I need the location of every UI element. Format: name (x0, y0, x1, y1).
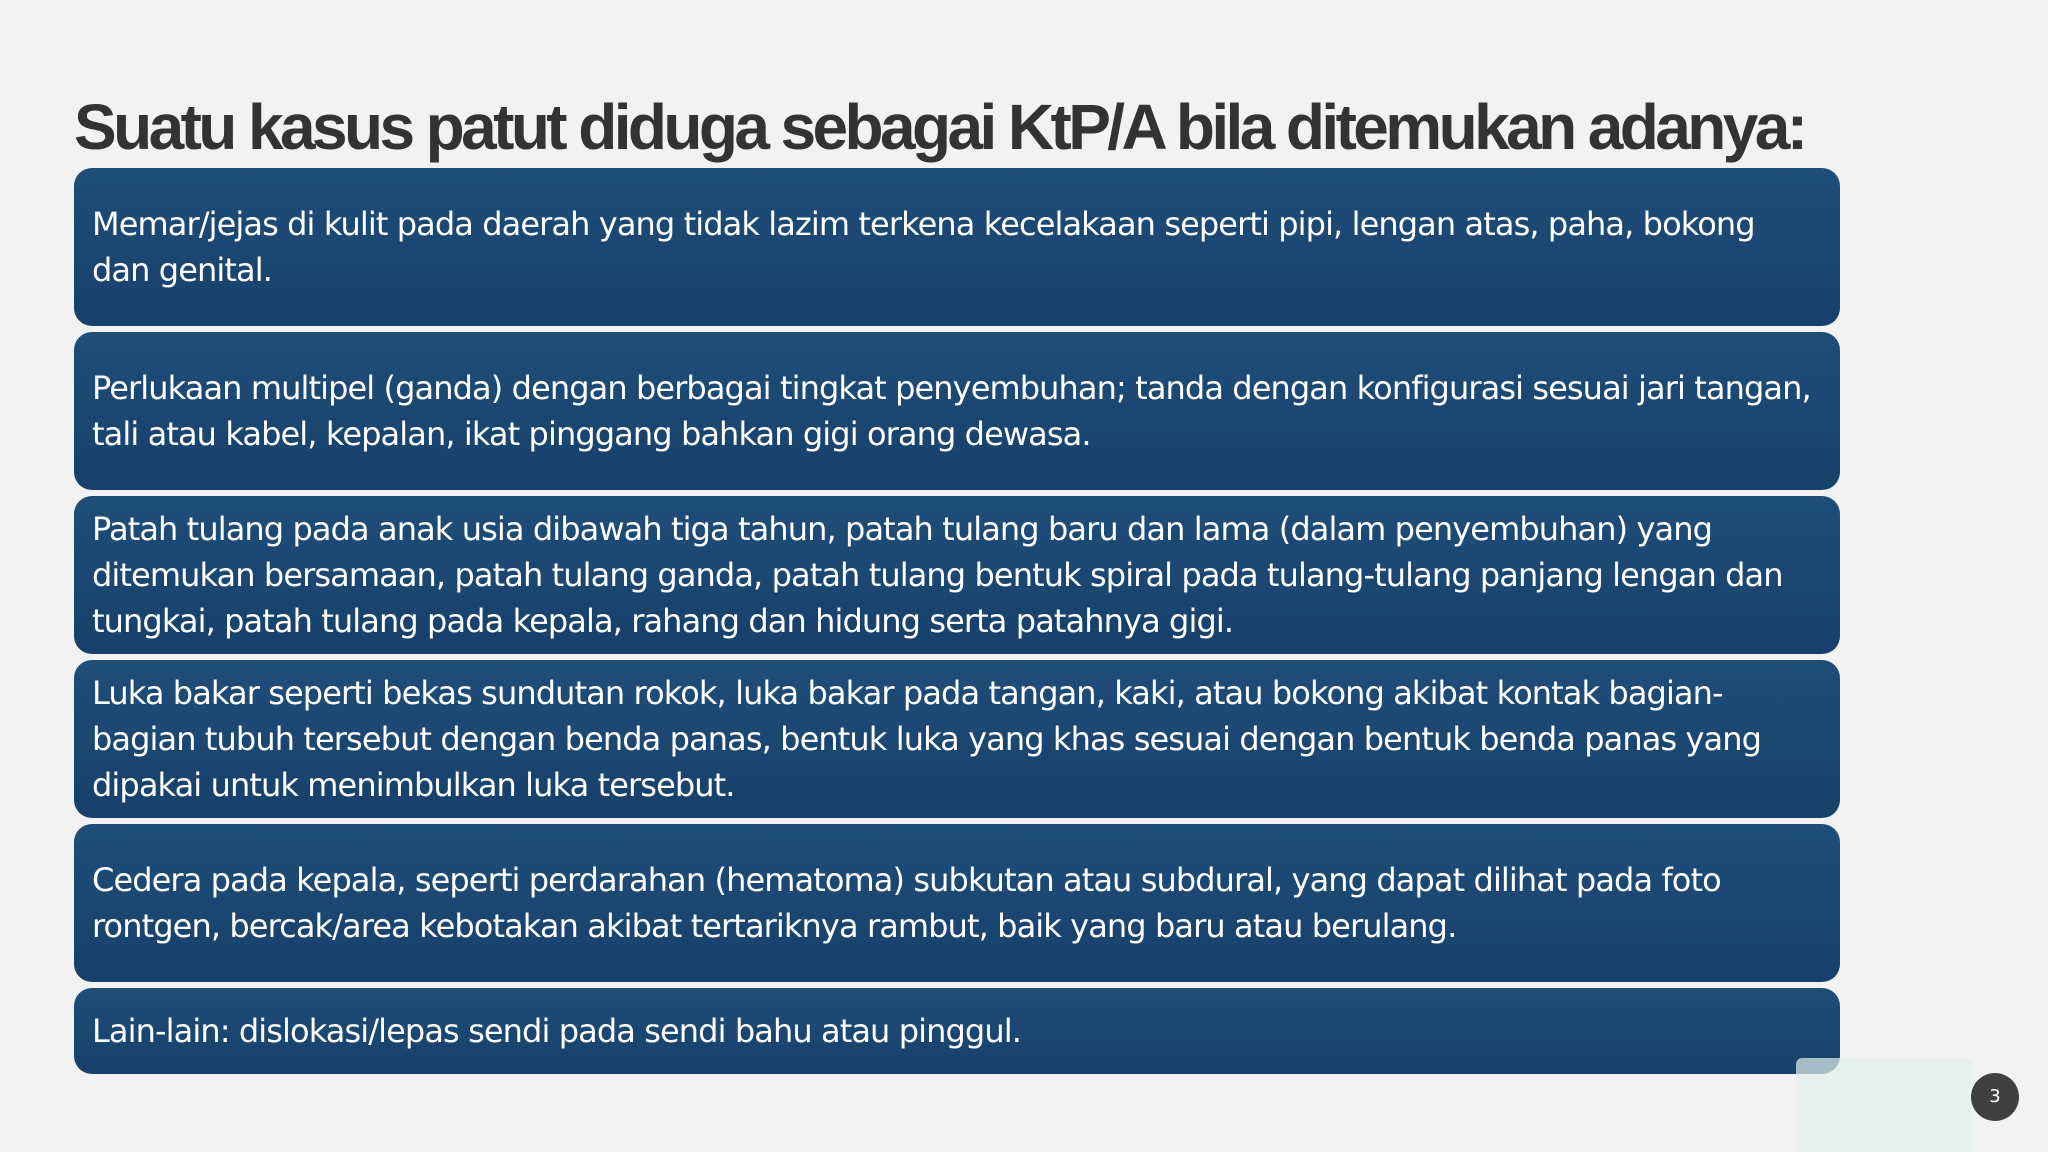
indicator-box-burns (74, 660, 1840, 818)
indicator-text: Cedera pada kepala, seperti perdarahan (hematoma) subkutan atau subdural, yang dapat dilihat pada foto rontgen, bercak/area kebotakan akibat tertariknya rambut, baik yang baru atau berulang. (92, 861, 1721, 945)
corner-decoration (1796, 1058, 1972, 1152)
indicator-text: Memar/jejas di kulit pada daerah yang tidak lazim terkena kecelakaan seperti pipi, lengan atas, paha, bokong dan genital. (92, 205, 1755, 289)
page-number-badge: 3 (1971, 1073, 2019, 1121)
indicator-text: Patah tulang pada anak usia dibawah tiga tahun, patah tulang baru dan lama (dalam penyembuhan) yang ditemukan bersamaan, patah tulang ganda, patah tulang bentuk spiral pada tulang-tulang panjang lengan dan tungkai, patah tulang pada kepala, rahang dan hidung serta patahnya gigi. (92, 510, 1783, 640)
indicator-text: Lain-lain: dislokasi/lepas sendi pada sendi bahu atau pinggul. (92, 1012, 1021, 1050)
indicator-box-others (74, 988, 1840, 1074)
indicator-box-head-injury (74, 824, 1840, 982)
indicator-box-fractures (74, 496, 1840, 654)
indicator-box-multiple-wounds (74, 332, 1840, 490)
indicator-text: Luka bakar seperti bekas sundutan rokok, luka bakar pada tangan, kaki, atau bokong akibat kontak bagian-bagian tubuh tersebut dengan benda panas, bentuk luka yang khas sesuai dengan bentuk benda panas yang dipakai untuk menimbulkan luka tersebut. (92, 674, 1762, 804)
indicator-box-bruises (74, 168, 1840, 326)
indicator-text: Perlukaan multipel (ganda) dengan berbagai tingkat penyembuhan; tanda dengan konfigurasi sesuai jari tangan, tali atau kabel, kepalan, ikat pinggang bahkan gigi orang dewasa. (92, 369, 1811, 453)
slide-title: Suatu kasus patut diduga sebagai KtP/A bila ditemukan adanya: (74, 91, 1805, 163)
